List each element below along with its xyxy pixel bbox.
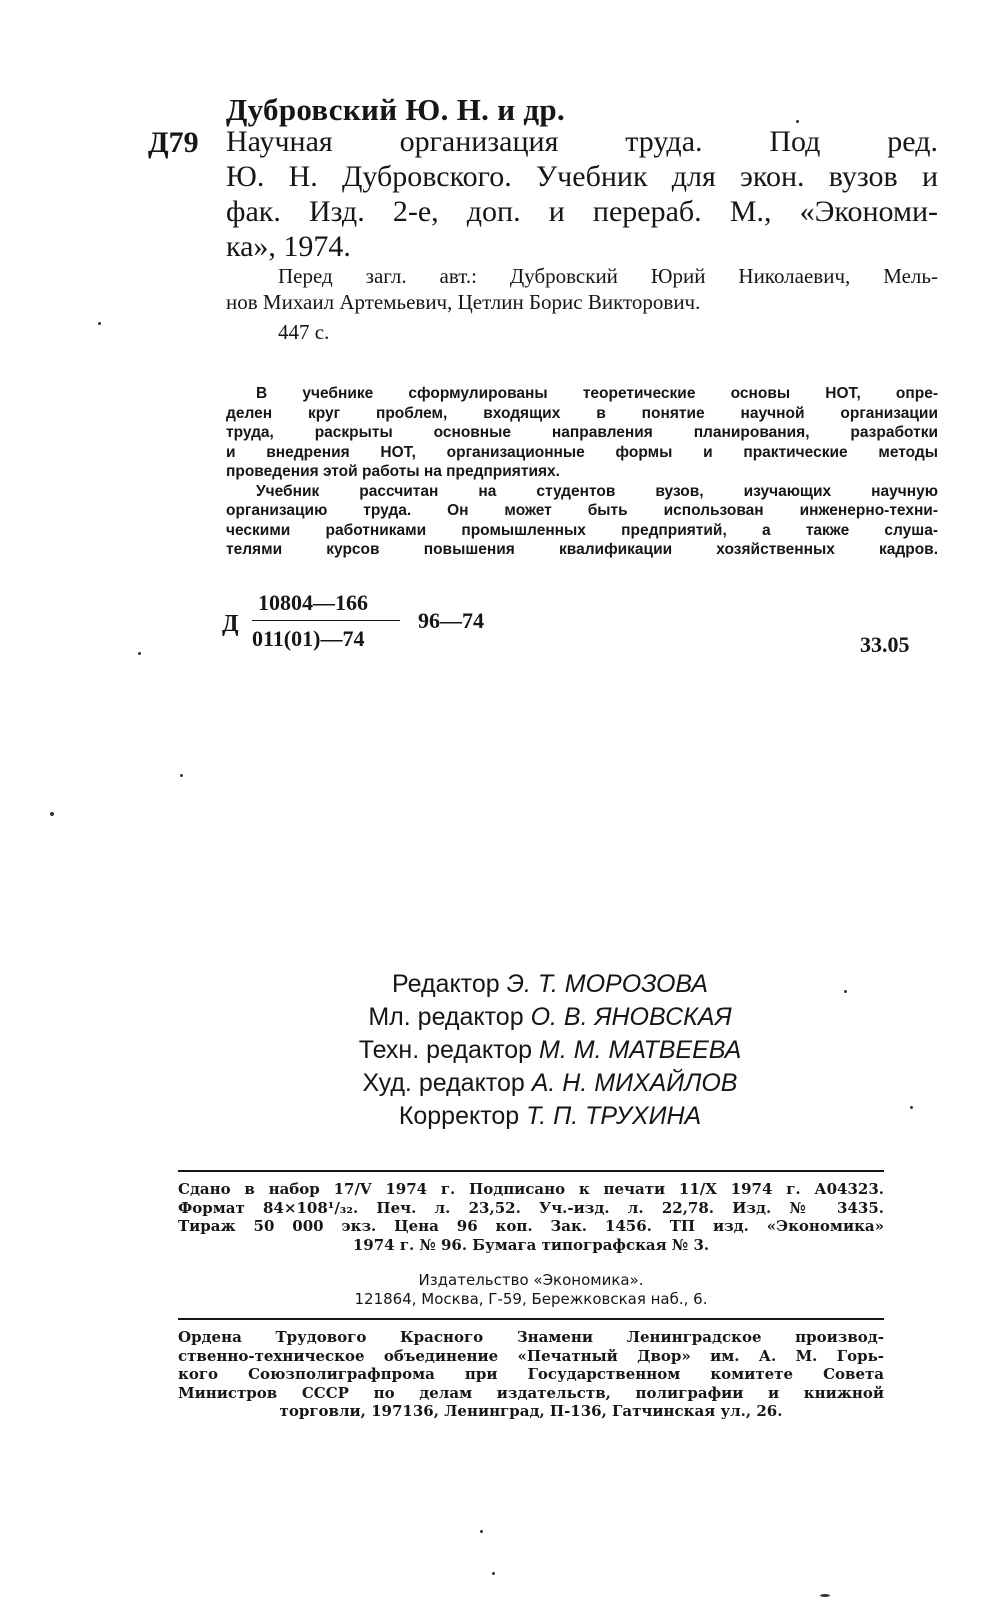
scan-speck	[480, 1530, 483, 1533]
scan-speck	[180, 774, 183, 777]
index-numerator: 10804—166	[258, 590, 368, 615]
publisher-info	[178, 1271, 884, 1308]
abstract-line: делен круг проблем, входящих в понятие научной организации	[226, 404, 938, 422]
editor-row	[300, 1034, 800, 1067]
scan-speck	[796, 120, 799, 123]
index-denominator: 011(01)—74	[252, 626, 365, 651]
abstract-line: и внедрения НОТ, организационные формы и практические методы	[226, 443, 938, 461]
abstract-line: Учебник рассчитан на студентов вузов, изучающих научную	[256, 482, 938, 500]
abstract-line: проведения этой работы на предприятиях.	[226, 463, 560, 480]
author-heading: Дубровский Ю. Н. и др.	[226, 92, 566, 127]
editor-name: Т. П. ТРУХИНА	[526, 1102, 702, 1130]
authors-note	[226, 263, 938, 315]
abstract-line: телями курсов повышения квалификации хозяйственных кадров.	[226, 541, 938, 558]
catalog-code: Д79	[148, 126, 199, 159]
print-info-line: Тираж 50 000 экз. Цена 96 коп. Зак. 1456. ТП изд. «Экономика»	[178, 1217, 884, 1235]
editor-name: Э. Т. МОРОЗОВА	[506, 970, 708, 998]
printer-line: кого Союзполиграфпрома при Государственном комитете Совета	[178, 1365, 884, 1383]
index-suffix: 96—74	[418, 608, 484, 633]
editor-name: А. Н. МИХАЙЛОВ	[531, 1069, 738, 1097]
editor-name: М. М. МАТВЕЕВА	[539, 1036, 742, 1064]
editor-role: Худ. редактор	[362, 1069, 525, 1097]
publisher-line: 121864, Москва, Г-59, Бережковская наб., 6.	[354, 1289, 708, 1308]
scan-speck	[492, 1572, 495, 1575]
printer-line: Ордена Трудового Красного Знамени Ленинградское производ-	[178, 1328, 884, 1346]
printer-line: Министров СССР по делам издательств, полиграфии и книжной	[178, 1383, 884, 1402]
scan-speck	[138, 652, 141, 655]
editor-role: Редактор	[392, 970, 500, 998]
print-info-line: Формат 84×108¹/₃₂. Печ. л. 23,52. Уч.-изд. л. 22,78. Изд. № 3435.	[178, 1198, 884, 1217]
divider	[178, 1170, 884, 1172]
editor-row	[300, 1001, 800, 1034]
editor-role: Корректор	[398, 1102, 520, 1130]
editor-row	[300, 1100, 800, 1133]
publisher-line: Издательство «Экономика».	[418, 1271, 644, 1289]
divider	[178, 1318, 884, 1320]
printer-info	[178, 1328, 884, 1421]
title-line: ка», 1974.	[226, 230, 351, 263]
abstract-line: труда, раскрыты основные направления планирования, разработки	[226, 424, 938, 441]
page-count: 447 с.	[278, 320, 330, 344]
title-line: Ю. Н. Дубровского. Учебник для экон. вузов и	[226, 160, 938, 193]
fraction-bar	[252, 620, 400, 621]
print-info-line: 1974 г. № 96. Бумага типографская № 3.	[352, 1235, 710, 1254]
title-block	[226, 124, 938, 264]
abstract-line: ческими работниками промышленных предприятий, а также слуша-	[226, 521, 938, 539]
authors-line: нов Михаил Артемьевич, Цетлин Борис Викторович.	[226, 290, 701, 314]
title-line: Научная организация труда. Под ред.	[226, 125, 938, 158]
editor-role: Мл. редактор	[368, 1003, 524, 1031]
scan-speck	[50, 812, 54, 816]
abstract-line: организацию труда. Он может быть использован инженерно-техни-	[226, 502, 938, 519]
scan-speck	[844, 990, 847, 993]
editors-list	[300, 968, 800, 1133]
authors-line: Перед загл. авт.: Дубровский Юрий Николаевич, Мель-	[278, 264, 938, 288]
scan-speck	[820, 1594, 830, 1597]
scan-speck	[98, 322, 101, 325]
index-letter: Д	[222, 611, 239, 637]
classification-code: 33.05	[860, 632, 910, 657]
printer-line: ственно-техническое объединение «Печатный Двор» им. А. М. Горь-	[178, 1346, 884, 1365]
printer-line: торговли, 197136, Ленинград, П-136, Гатчинская ул., 26.	[279, 1402, 783, 1420]
title-line: фак. Изд. 2-е, доп. и перераб. М., «Экономи-	[226, 195, 938, 228]
abstract-line: В учебнике сформулированы теоретические основы НОТ, опре-	[256, 385, 938, 402]
editor-row	[300, 968, 800, 1001]
editor-role: Техн. редактор	[358, 1036, 533, 1064]
scan-speck	[910, 1106, 913, 1109]
abstract	[226, 384, 938, 560]
editor-row	[300, 1067, 800, 1100]
print-info-line: Сдано в набор 17/V 1974 г. Подписано к печати 11/X 1974 г. А04323.	[178, 1180, 884, 1198]
editor-name: О. В. ЯНОВСКАЯ	[530, 1003, 732, 1031]
print-info	[178, 1180, 884, 1254]
